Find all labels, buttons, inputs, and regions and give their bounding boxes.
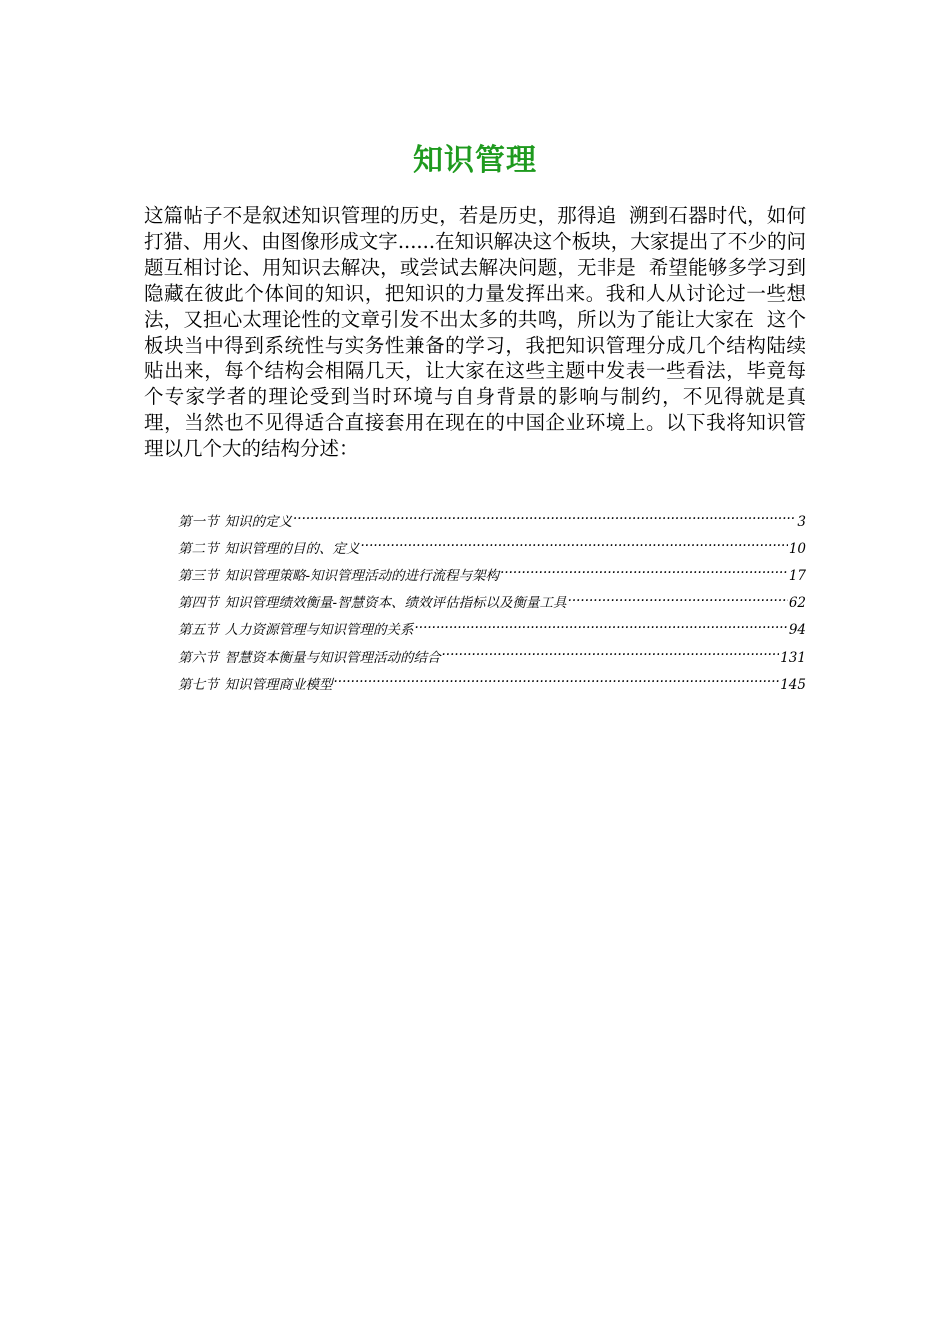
toc-page-number: 3	[797, 513, 806, 530]
toc-entry-5[interactable]	[178, 614, 806, 641]
toc-section-label: 第一节	[178, 513, 219, 530]
toc-page-number: 17	[788, 567, 806, 584]
toc-page-number: 145	[780, 676, 806, 693]
toc-entry-3[interactable]	[178, 559, 806, 586]
toc-dot-leader	[415, 614, 788, 635]
toc-entry-4[interactable]	[178, 587, 806, 614]
toc-dot-leader	[568, 587, 788, 608]
intro-paragraph: 这篇帖子不是叙述知识管理的历史，若是历史，那得追 溯到石器时代，如何打猎、用火、由图像形成文字......在知识解决这个板块，大家提出了不少的问题互相讨论、用知识去解决，或尝试去解决问题，无非是 希望能够多学习到隐藏在彼此个体间的知识，把知识的力量发挥出来。我和人从讨论过一些想法，又担心太理论性的文章引发不出太多的共鸣，所以为了能让大家在 这个板块当中得到系统性与实务性兼备的学习，我把知识管理分成几个结构陆续贴出来，每个结构会相隔几天，让大家在这些主题中发表一些看法，毕竟每个专家学者的理论受到当时环境与自身背景的影响与制约，不见得就是真理，当然也不见得适合直接套用在现在的中国企业环境上。以下我将知识管理以几个大的结构分述：	[144, 204, 806, 461]
toc-dot-leader	[334, 668, 780, 689]
toc-page-number: 10	[788, 540, 806, 557]
toc-title: 知识的定义	[224, 513, 292, 530]
toc-dot-leader	[361, 532, 788, 553]
toc-title: 知识管理策略-知识管理活动的进行流程与架构	[224, 567, 500, 584]
table-of-contents	[178, 505, 806, 695]
toc-entry-1[interactable]	[178, 505, 806, 532]
toc-section-label: 第五节	[178, 622, 219, 639]
toc-section-label: 第二节	[178, 540, 219, 557]
toc-title: 知识管理商业模型	[224, 676, 333, 693]
toc-section-label: 第七节	[178, 676, 219, 693]
toc-entry-6[interactable]	[178, 641, 806, 668]
toc-section-label: 第六节	[178, 649, 219, 666]
toc-title: 知识管理绩效衡量-智慧资本、绩效评估指标以及衡量工具	[224, 595, 567, 612]
toc-section-label: 第三节	[178, 567, 219, 584]
toc-page-number: 62	[788, 595, 806, 612]
toc-entry-2[interactable]	[178, 532, 806, 559]
toc-dot-leader	[500, 559, 788, 580]
toc-section-label: 第四节	[178, 595, 219, 612]
toc-title: 智慧资本衡量与知识管理活动的结合	[224, 649, 441, 666]
toc-title: 知识管理的目的、定义	[224, 540, 360, 557]
document-title: 知识管理	[413, 143, 537, 178]
toc-title: 人力资源管理与知识管理的关系	[224, 622, 414, 639]
toc-entry-7[interactable]	[178, 668, 806, 695]
toc-dot-leader	[293, 505, 796, 526]
toc-page-number: 94	[788, 622, 806, 639]
toc-dot-leader	[442, 641, 780, 662]
toc-page-number: 131	[780, 649, 806, 666]
